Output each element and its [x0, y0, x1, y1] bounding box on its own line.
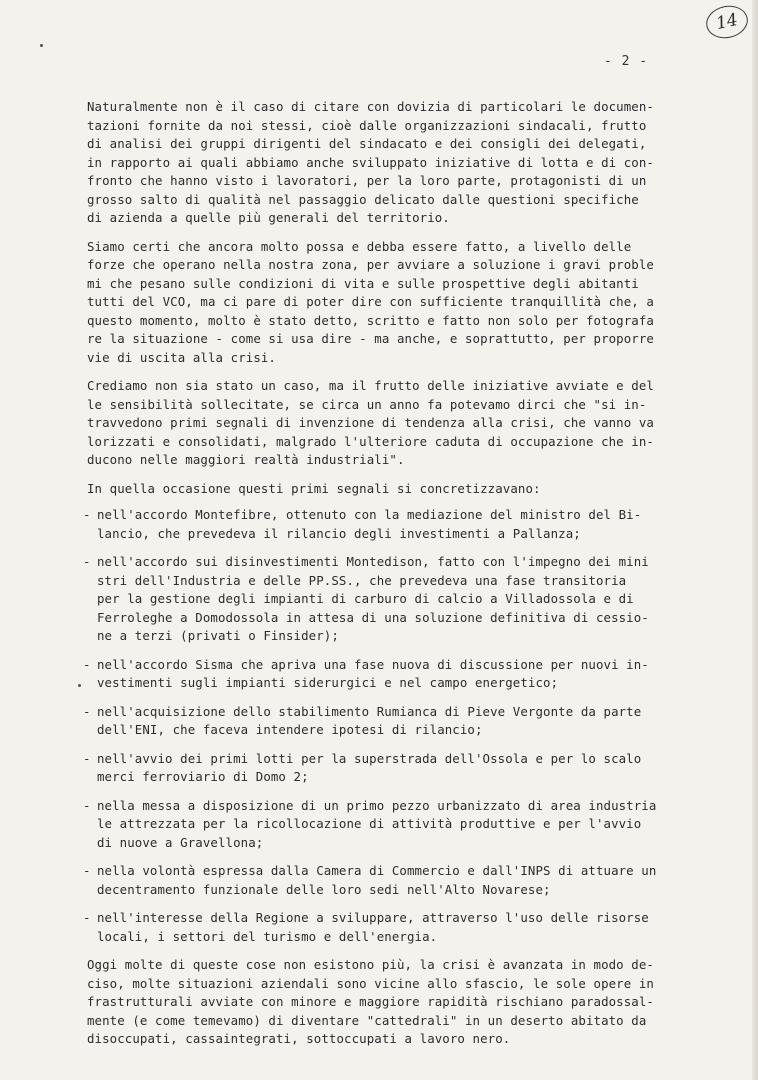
list-item — [83, 553, 677, 646]
dash-bullet: - — [83, 863, 91, 878]
page-edge-shadow — [752, 0, 758, 1080]
speck-mark — [78, 684, 81, 687]
list-item — [83, 506, 677, 543]
dash-bullet: - — [83, 910, 91, 925]
list-item-text: nell'accordo sui disinvestimenti Montedison, fatto con l'impegno dei mini stri dell'Industria e delle PP.SS., che prevedeva una fase transitoria per la gestione degli impianti di carburo di calcio a Villadossola e di Ferroleghe a Domodossola in attesa di una soluzione definitiva di cessio- ne a terzi (privati o Finsider); — [97, 554, 649, 643]
dash-bullet: - — [83, 656, 91, 672]
dash-bullet: - — [83, 554, 91, 569]
signals-list — [83, 506, 677, 946]
list-item-text: nell'accordo Sisma che apriva una fase nuova di discussione per nuovi in- vestimenti sugli impianti siderurgici e nel campo energetico; — [97, 656, 649, 690]
list-item — [83, 862, 677, 899]
stamp-number: 14 — [714, 9, 740, 35]
document-body — [83, 98, 677, 1059]
dash-bullet: - — [83, 750, 91, 766]
speck-mark — [40, 44, 43, 47]
dash-bullet: - — [83, 507, 91, 522]
list-item — [83, 656, 677, 693]
paragraph-3: Crediamo non sia stato un caso, ma il frutto delle iniziative avviate e del le sensibilità sollecitate, se circa un anno fa potevamo dirci che "si in- travvedono primi segnali di invenzione di tendenza alla crisi, che vanno va lorizzati e consolidati, malgrado l'ulteriore caduta di occupazione che in- ducono nelle maggiori realtà industriali". — [87, 378, 654, 467]
dash-bullet: - — [83, 703, 91, 719]
page-number: - 2 - — [604, 54, 649, 69]
dash-bullet: - — [83, 797, 91, 813]
list-item-text: nella messa a disposizione di un primo pezzo urbanizzato di area industria le attrezzata per la ricollocazione di attività produttive e per l'avvio di nuove a Gravellona; — [97, 797, 657, 850]
list-item-text: nell'acquisizione dello stabilimento Rumianca di Pieve Vergonte da parte dell'ENI, che faceva intendere ipotesi di rilancio; — [97, 703, 642, 737]
list-item — [83, 909, 677, 946]
paragraph-1: Naturalmente non è il caso di citare con dovizia di particolari le documen- tazioni fornite da noi stessi, cioè dalle organizzazioni sindacali, frutto di analisi dei gruppi dirigenti del sindacato e dei consigli dei delegati, in rapporto ai quali abbiamo anche sviluppato iniziative di lotta e di con- fronto che hanno visto i lavoratori, per la loro parte, protagonisti di un grosso salto di qualità nel passaggio delicato dalle questioni specifiche di azienda a quelle più generali del territorio. — [87, 99, 654, 225]
list-item — [83, 797, 677, 853]
list-item — [83, 703, 677, 740]
list-item-text: nell'accordo Montefibre, ottenuto con la mediazione del ministro del Bi- lancio, che prevedeva il rilancio degli investimenti a Pallanza; — [97, 507, 642, 541]
list-intro: In quella occasione questi primi segnali si concretizzavano: — [87, 480, 541, 496]
paragraph-closing: Oggi molte di queste cose non esistono più, la crisi è avanzata in modo de- ciso, molte situazioni aziendali sono vicine allo sfascio, le sole opere in frastrutturali avviate con minore e maggiore rapidità rischiano paradossal- mente (e come temevamo) di diventare "cattedrali" in un deserto abitato da disoccupati, cassaintegrati, sottoccupati a lavoro nero. — [87, 957, 654, 1046]
archive-stamp — [703, 2, 751, 42]
list-item-text: nell'interesse della Regione a sviluppare, attraverso l'uso delle risorse locali, i settori del turismo e dell'energia. — [97, 910, 649, 944]
list-item — [83, 750, 677, 787]
list-item-text: nella volontà espressa dalla Camera di Commercio e dall'INPS di attuare un decentramento funzionale delle loro sedi nell'Alto Novarese; — [97, 863, 657, 897]
list-item-text: nell'avvio dei primi lotti per la superstrada dell'Ossola e per lo scalo merci ferroviario di Domo 2; — [97, 750, 642, 784]
paragraph-2: Siamo certi che ancora molto possa e debba essere fatto, a livello delle forze che operano nella nostra zona, per avviare a soluzione i gravi proble mi che pesano sulle condizioni di vita e sulle prospettive degli abitanti tutti del VCO, ma ci pare di poter dire con sufficiente tranquillità che, a questo momento, molto è stato detto, scritto e fatto non solo per fotografa re la situazione - come si usa dire - ma anche, e soprattutto, per proporre vie di uscita alla crisi. — [87, 238, 654, 365]
